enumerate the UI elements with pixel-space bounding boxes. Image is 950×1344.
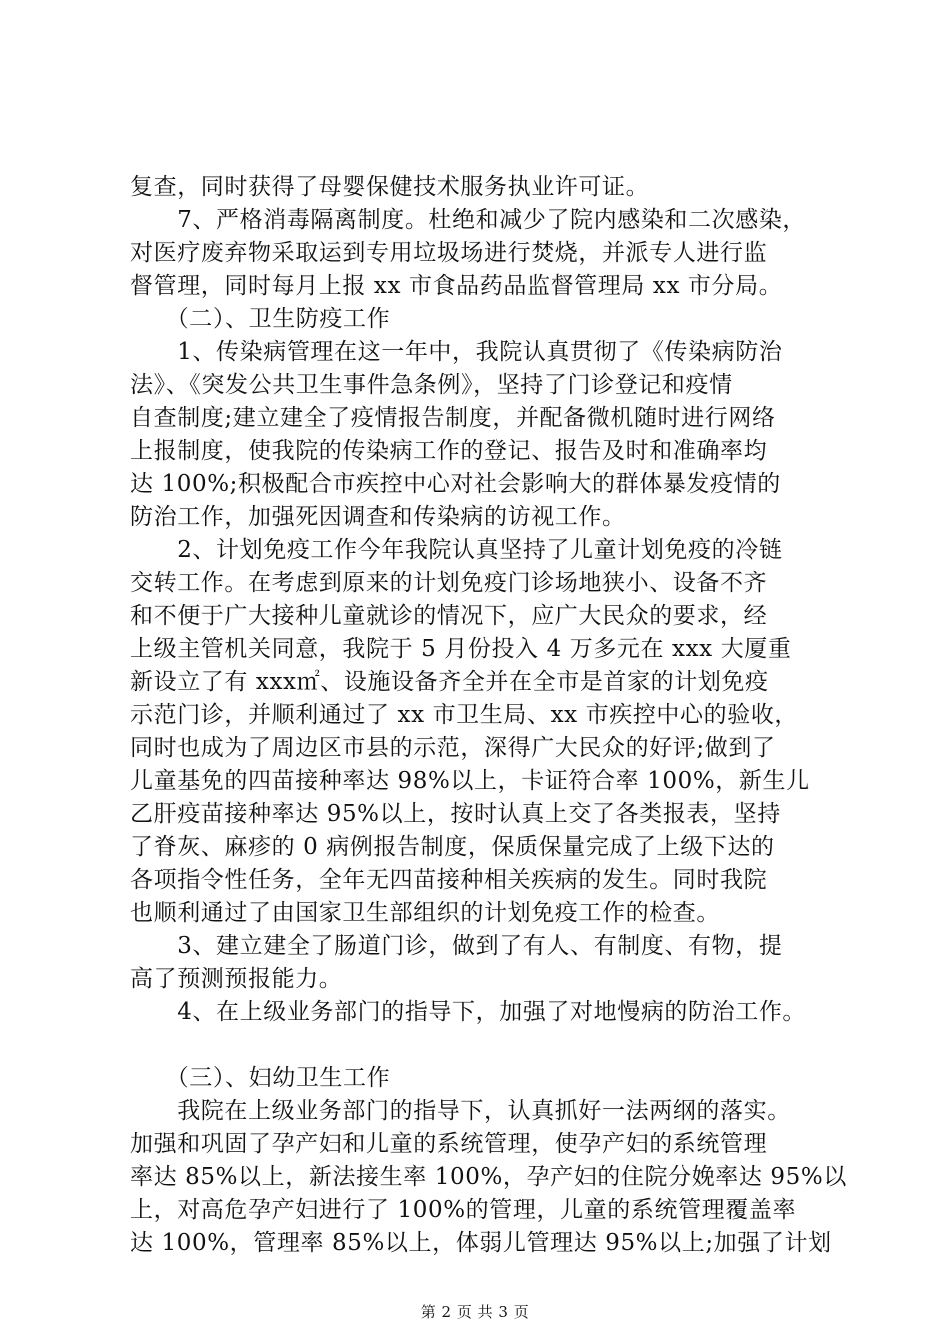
text-line: 达 100%;积极配合市疾控中心对社会影响大的群体暴发疫情的 (130, 471, 781, 497)
text-line: 对医疗废弃物采取运到专用垃圾场进行焚烧，并派专人进行监 (130, 240, 768, 266)
section-heading: （二）、卫生防疫工作 (130, 306, 391, 332)
text-line: 3、建立建全了肠道门诊，做到了有人、有制度、有物，提 (130, 933, 783, 959)
text-line: 高了预测预报能力。 (130, 966, 343, 992)
text-line: 交转工作。在考虑到原来的计划免疫门诊场地狭小、设备不齐 (130, 570, 768, 596)
text-line: 也顺利通过了由国家卫生部组织的计划免疫工作的检查。 (130, 900, 720, 926)
text-line: 乙肝疫苗接种率达 95%以上，按时认真上交了各类报表，坚持 (130, 801, 781, 827)
text-line: 率达 85%以上，新法接生率 100%，孕产妇的住院分娩率达 95%以 (130, 1164, 847, 1190)
text-line: 上报制度，使我院的传染病工作的登记、报告及时和准确率均 (130, 438, 768, 464)
text-line: 我院在上级业务部门的指导下，认真抓好一法两纲的落实。 (130, 1098, 791, 1124)
text-line: 上级主管机关同意，我院于 5 月份投入 4 万多元在 xxx 大厦重 (130, 636, 792, 662)
text-line: 新设立了有 xxx㎡、设施设备齐全并在全市是首家的计划免疫 (130, 669, 769, 695)
text-line: 防治工作，加强死因调查和传染病的访视工作。 (130, 504, 626, 530)
text-line: 督管理，同时每月上报 xx 市食品药品监督管理局 xx 市分局。 (130, 273, 783, 299)
text-line: 1、传染病管理在这一年中，我院认真贯彻了《传染病防治 (130, 339, 783, 365)
text-line: 和不便于广大接种儿童就诊的情况下，应广大民众的要求，经 (130, 603, 768, 629)
text-line: 4、在上级业务部门的指导下，加强了对地慢病的防治工作。 (130, 999, 807, 1025)
text-line: 同时也成为了周边区市县的示范，深得广大民众的好评;做到了 (130, 735, 776, 761)
text-line: 了脊灰、麻疹的 0 病例报告制度，保质保量完成了上级下达的 (130, 834, 775, 860)
text-line: 2、计划免疫工作今年我院认真坚持了儿童计划免疫的冷链 (130, 537, 783, 563)
text-line: 7、严格消毒隔离制度。杜绝和减少了院内感染和二次感染， (130, 207, 807, 233)
text-line: 示范门诊，并顺利通过了 xx 市卫生局、xx 市疾控中心的验收， (130, 702, 799, 728)
text-line: 达 100%，管理率 85%以上，体弱儿管理达 95%以上;加强了计划 (130, 1230, 832, 1256)
text-line: 上，对高危孕产妇进行了 100%的管理，儿童的系统管理覆盖率 (130, 1197, 797, 1223)
text-line: 加强和巩固了孕产妇和儿童的系统管理，使孕产妇的系统管理 (130, 1131, 768, 1157)
text-line: 法》、《突发公共卫生事件急条例》，坚持了门诊登记和疫情 (130, 372, 733, 398)
text-line: 儿童基免的四苗接种率达 98%以上，卡证符合率 100%，新生儿 (130, 768, 810, 794)
section-heading: （三）、妇幼卫生工作 (130, 1065, 391, 1091)
text-line: 自查制度;建立建全了疫情报告制度，并配备微机随时进行网络 (130, 405, 776, 431)
text-line: 复查，同时获得了母婴保健技术服务执业许可证。 (130, 174, 650, 200)
page-number-footer: 第 2 页 共 3 页 (420, 1303, 530, 1321)
text-line: 各项指令性任务，全年无四苗接种相关疾病的发生。同时我院 (130, 867, 768, 893)
